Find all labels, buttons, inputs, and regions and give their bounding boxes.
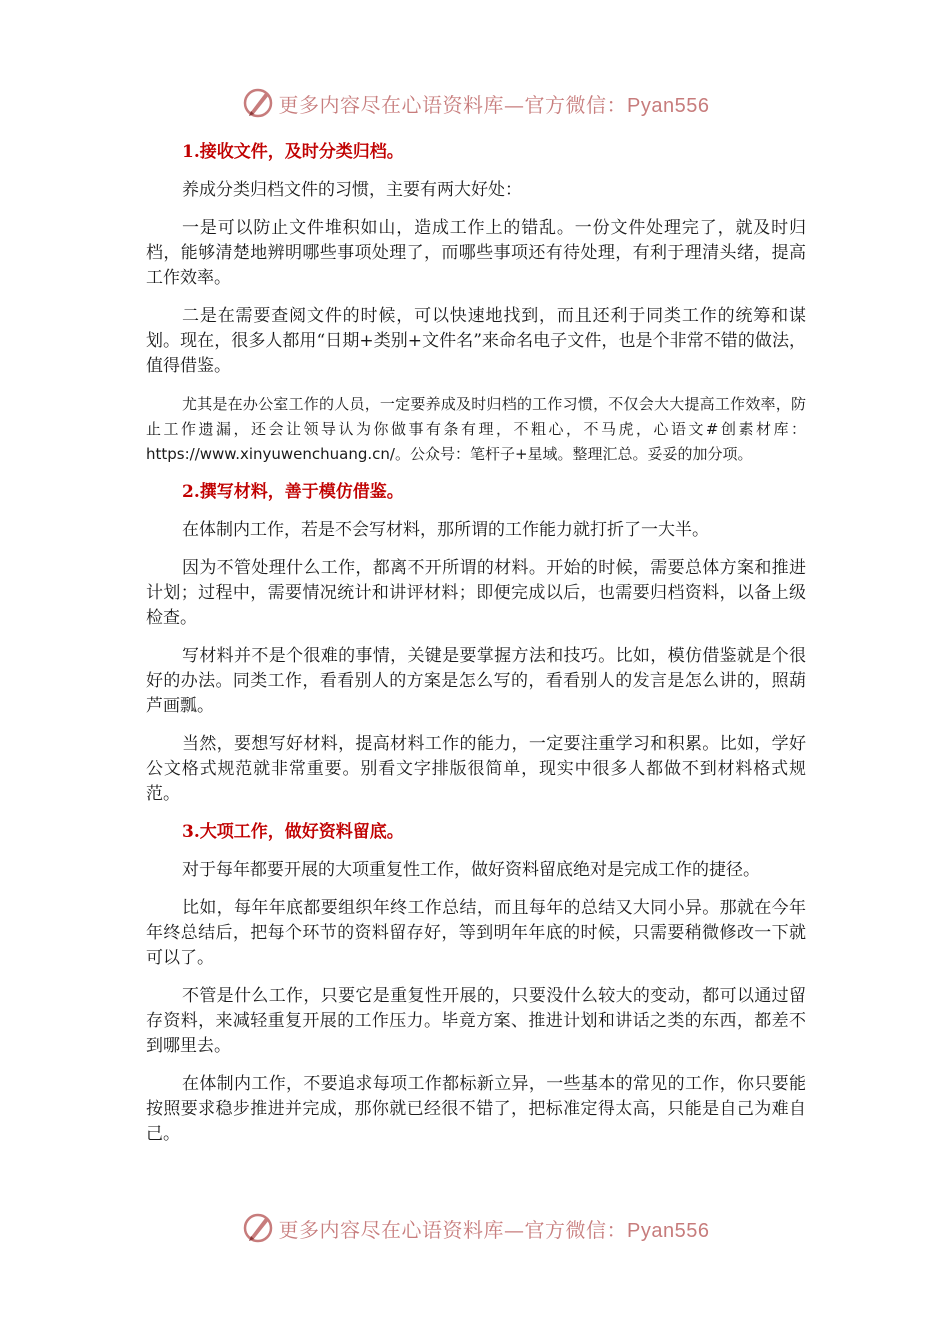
paragraph: 在体制内工作，若是不会写材料，那所谓的工作能力就打折了一大半。 xyxy=(182,520,709,540)
footer-banner xyxy=(0,1208,950,1248)
pen-circle-icon xyxy=(241,1211,275,1245)
paragraph: 一是可以防止文件堆积如山，造成工作上的错乱。一份文件处理完了，就及时归档，能够清楚地辨明哪些事项处理了，而哪些事项还有待处理，有利于理清头绪，提高工作效率。 xyxy=(146,218,806,288)
section-heading: 1.接收文件，及时分类归档。 xyxy=(182,142,404,162)
paragraph: 写材料并不是个很难的事情，关键是要掌握方法和技巧。比如，模仿借鉴就是个很好的办法。同类工作，看看别人的方案是怎么写的，看看别人的发言是怎么讲的，照葫芦画瓢。 xyxy=(146,646,806,716)
paragraph: 养成分类归档文件的习惯，主要有两大好处： xyxy=(182,180,522,200)
banner-text: 更多内容尽在心语资料库—官方微信：Pyan556 xyxy=(278,1217,710,1242)
paragraph: 二是在需要查阅文件的时候，可以快速地找到，而且还利于同类工作的统筹和谋划。现在，很多人都用“日期+类别+文件名”来命名电子文件，也是个非常不错的做法，值得借鉴。 xyxy=(146,306,806,376)
paragraph: 比如，每年年底都要组织年终工作总结，而且每年的总结又大同小异。那就在今年年终总结后，把每个环节的资料留存好，等到明年年底的时候，只需要稍微修改一下就可以了。 xyxy=(146,898,806,968)
wechat-id: Pyan556 xyxy=(627,94,710,117)
wechat-id: Pyan556 xyxy=(627,1219,710,1242)
paragraph: 不管是什么工作，只要它是重复性开展的，只要没什么较大的变动，都可以通过留存资料，来减轻重复开展的工作压力。毕竟方案、推进计划和讲话之类的东西，都差不到哪里去。 xyxy=(146,986,806,1056)
note-paragraph: 尤其是在办公室工作的人员，一定要养成及时归档的工作习惯，不仅会大大提高工作效率，防止工作遗漏，还会让领导认为你做事有条有理，不粗心，不马虎，心语文#创素材库：https://www.xinyuwenchuang.cn/。公众号：笔杆子+星域。整理汇总。妥妥的加分项。 xyxy=(146,395,806,463)
paragraph: 因为不管处理什么工作，都离不开所谓的材料。开始的时候，需要总体方案和推进计划；过程中，需要情况统计和讲评材料；即便完成以后，也需要归档资料，以备上级检查。 xyxy=(146,558,806,628)
section-heading: 2.撰写材料，善于模仿借鉴。 xyxy=(182,482,404,502)
section-heading: 3.大项工作，做好资料留底。 xyxy=(182,822,404,842)
pen-circle-icon xyxy=(241,86,275,120)
document-body xyxy=(146,140,806,1160)
paragraph: 当然，要想写好材料，提高材料工作的能力，一定要注重学习和积累。比如，学好公文格式规范就非常重要。别看文字排版很简单，现实中很多人都做不到材料格式规范。 xyxy=(146,734,806,804)
paragraph: 在体制内工作，不要追求每项工作都标新立异，一些基本的常见的工作，你只要能按照要求稳步推进并完成，那你就已经很不错了，把标准定得太高，只能是自己为难自己。 xyxy=(146,1074,806,1144)
header-banner xyxy=(0,83,950,123)
banner-text: 更多内容尽在心语资料库—官方微信：Pyan556 xyxy=(278,92,710,117)
paragraph: 对于每年都要开展的大项重复性工作，做好资料留底绝对是完成工作的捷径。 xyxy=(182,860,760,880)
